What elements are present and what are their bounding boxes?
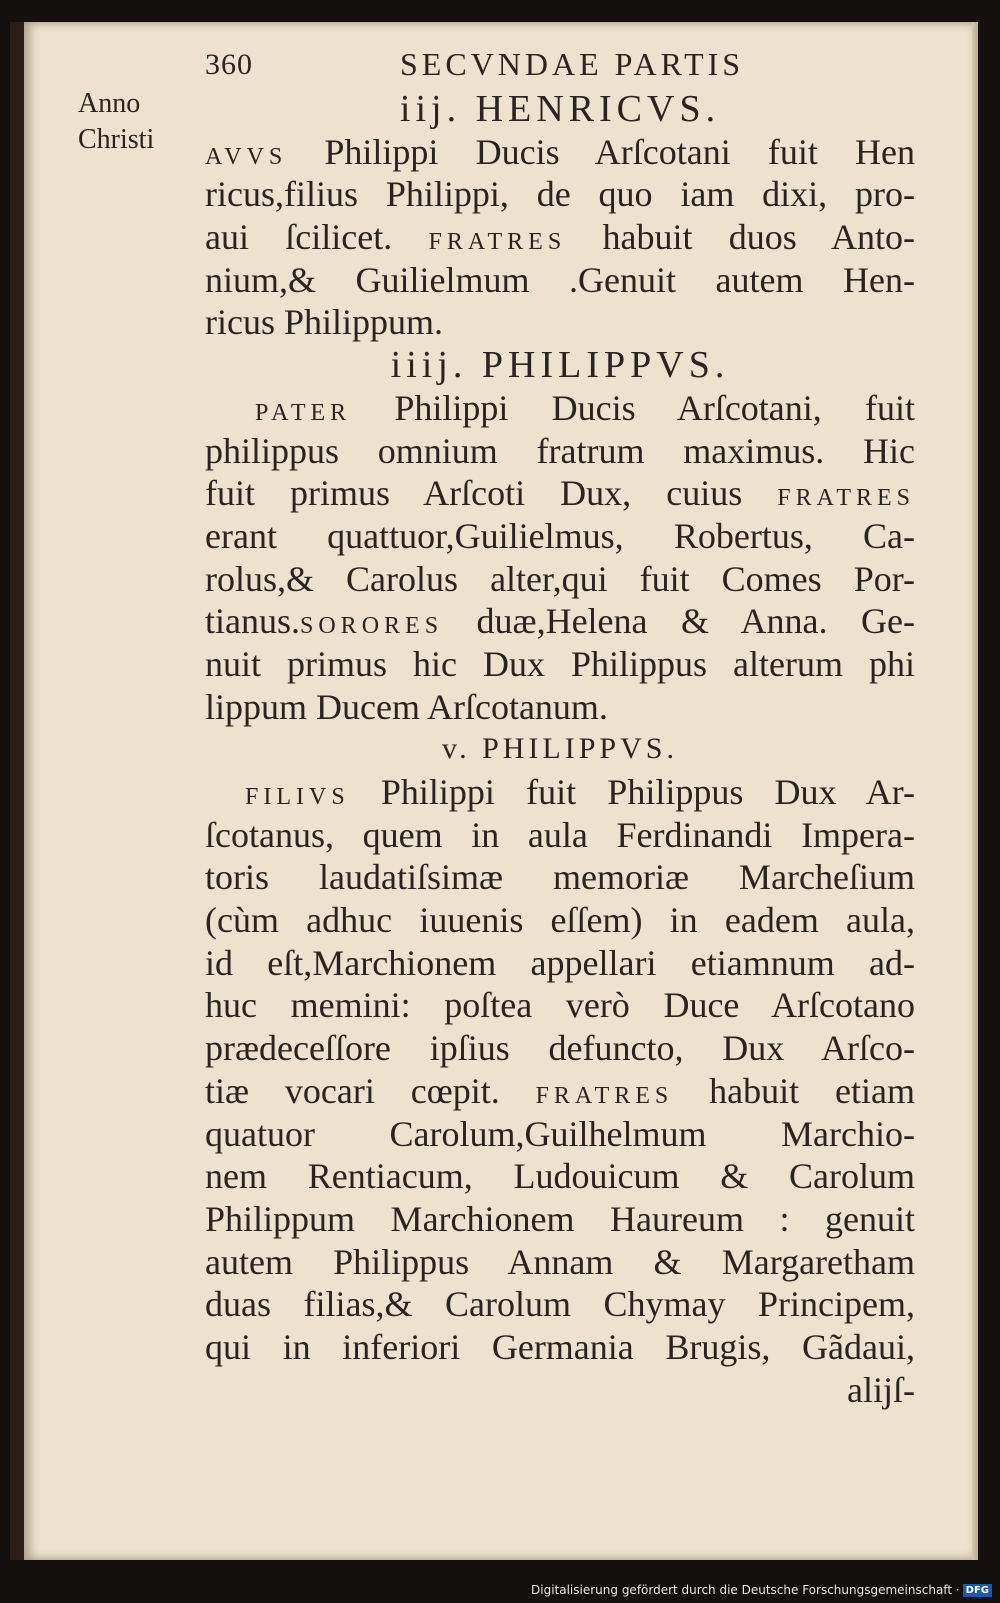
- text-line: erant quattuor,Guilielmus, Robertus, Ca-: [205, 515, 915, 556]
- text-line: [205, 771, 915, 814]
- text-line: qui in inferiori Germania Brugis, Gãdaui,: [205, 1326, 915, 1367]
- section-heading: iij. HENRICVS.: [399, 88, 721, 130]
- margin-note: [78, 86, 154, 158]
- margin-note-line: Anno: [78, 88, 141, 119]
- text-span: habuit duos Anto-: [566, 217, 915, 258]
- text-line: ricus Philippum.: [205, 302, 444, 343]
- text-line: ricus,filius Philippi, de quo iam dixi, pro-: [205, 174, 915, 215]
- text-line: philippus omnium fratrum maximus. Hic: [205, 430, 915, 471]
- catchword: alijſ-: [847, 1369, 915, 1410]
- text-span: tiæ vocari cœpit.: [205, 1070, 536, 1111]
- text-line: id eſt,Marchionem appellari etiamnum ad-: [205, 942, 915, 983]
- small-caps-word: SORORES: [300, 613, 444, 640]
- text-line: huc memini: poſtea verò Duce Arſcotano: [205, 985, 915, 1026]
- text-line: nium,& Guilielmum .Genuit autem Hen-: [205, 259, 915, 300]
- text-line: quatuor Carolum,Guilhelmum Marchio-: [205, 1113, 915, 1154]
- text-line: lippum Ducem Arſcotanum.: [205, 686, 608, 727]
- text-span: Philippi fuit Philippus Dux Ar-: [349, 772, 915, 812]
- text-span: Philippi Ducis Arſcotani fuit Hen: [287, 131, 915, 172]
- small-caps-word: FRATRES: [428, 229, 567, 256]
- text-span: tianus.: [205, 601, 300, 642]
- page-edge: [972, 22, 978, 1560]
- text-line: nem Rentiacum, Ludouicum & Carolum: [205, 1156, 915, 1197]
- text-line: rolus,& Carolus alter,qui fuit Comes Por-: [205, 558, 915, 599]
- text-span: Philippi Ducis Arſcotani, fuit: [351, 387, 915, 428]
- text-line: Philippum Marchionem Haureum : genuit: [205, 1198, 915, 1239]
- text-line: ſcotanus, quem in aula Ferdinandi Impera-: [205, 814, 915, 855]
- section-heading: iiij. PHILIPPVS.: [390, 344, 730, 387]
- small-caps-word: FILIVS: [245, 784, 350, 810]
- text-line: autem Philippus Annam & Margaretham: [205, 1241, 915, 1282]
- text-line: [205, 600, 915, 643]
- text-line: (cùm adhuc iuuenis eſſem) in eadem aula,: [205, 900, 915, 941]
- footer-credit: [531, 1583, 992, 1597]
- text-span: duæ,Helena & Anna. Ge-: [443, 601, 915, 642]
- text-span: fuit primus Arſcoti Dux, cuius: [205, 473, 778, 514]
- text-line: [205, 387, 915, 430]
- text-line: duas filias,& Carolum Chymay Principem,: [205, 1284, 915, 1325]
- body-text: [205, 88, 915, 1411]
- small-caps-word: FRATRES: [777, 485, 915, 512]
- page-number: 360: [205, 48, 253, 81]
- text-line: [205, 216, 915, 259]
- text-line: toris laudatiſsimæ memoriæ Marcheſium: [205, 857, 915, 898]
- text-span: aui ſcilicet.: [205, 217, 429, 258]
- small-caps-word: FRATRES: [535, 1082, 674, 1109]
- small-caps-word: AVVS: [205, 143, 288, 170]
- text-line: [205, 131, 915, 174]
- margin-note-line: Christi: [78, 124, 155, 155]
- footer-text: Digitalisierung gefördert durch die Deutsche Forschungsgemeinschaft ·: [531, 1583, 960, 1597]
- running-title: SECVNDAE PARTIS: [400, 46, 745, 82]
- text-line: prædeceſſore ipſius defuncto, Dux Arſco-: [205, 1028, 915, 1069]
- section-heading: v. PHILIPPVS.: [442, 732, 678, 766]
- text-span: habuit etiam: [673, 1070, 915, 1111]
- text-line: [205, 1070, 915, 1113]
- dfg-logo: DFG: [963, 1584, 992, 1597]
- text-line: [205, 472, 915, 515]
- small-caps-word: PATER: [255, 399, 352, 426]
- text-line: nuit primus hic Dux Philippus alterum phi: [205, 643, 915, 684]
